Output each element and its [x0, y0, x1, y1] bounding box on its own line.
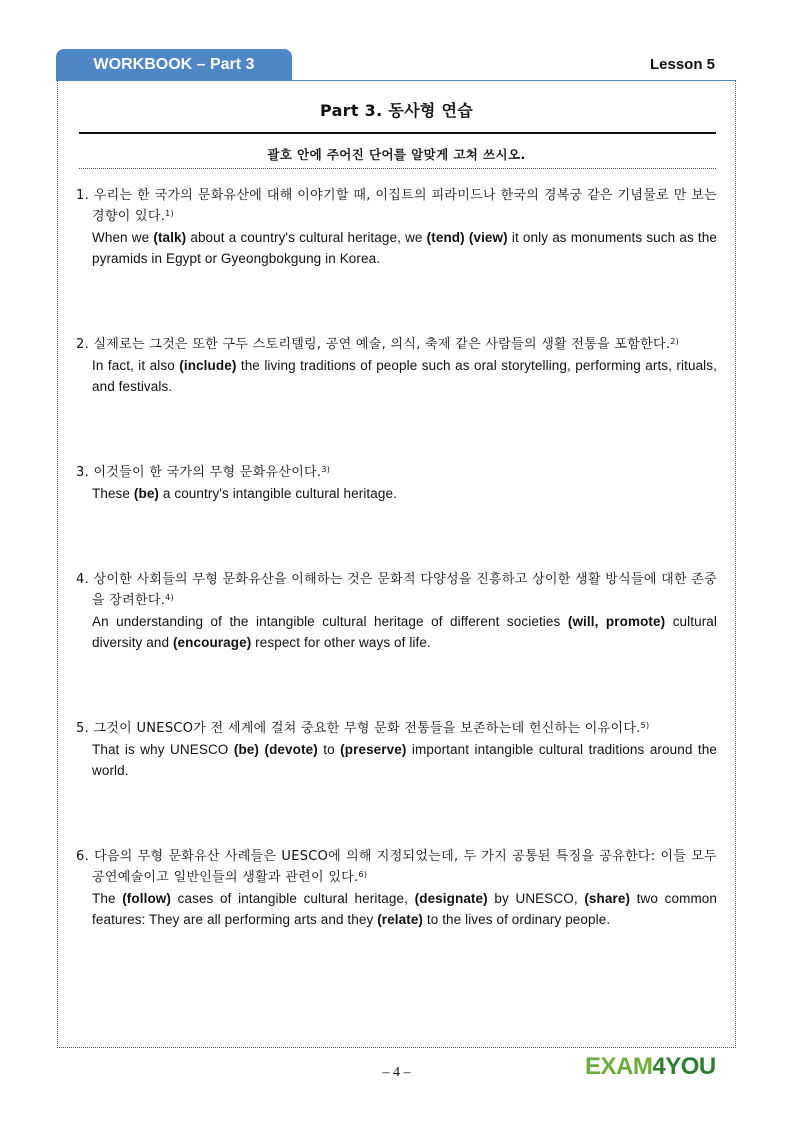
english-text: important intangible cultural traditions around the world. — [92, 742, 717, 778]
question-1 — [76, 185, 717, 269]
title-divider — [79, 132, 716, 134]
footnote-marker: 5) — [640, 721, 650, 730]
footnote-marker: 3) — [321, 465, 331, 474]
english-text: That is why UNESCO — [92, 742, 234, 757]
verb-prompt: (talk) — [153, 230, 187, 245]
korean-sentence: 실제로는 그것은 또한 구두 스토리텔링, 공연 예술, 의식, 축제 같은 사람들의 생활 전통을 포함한다. — [93, 337, 671, 352]
question-english — [76, 888, 717, 930]
english-text: cultural diversity and — [92, 614, 718, 650]
question-english — [76, 483, 717, 504]
verb-prompt: (include) — [179, 358, 237, 373]
question-english — [76, 611, 717, 653]
english-text: When we — [92, 230, 154, 245]
question-korean — [76, 185, 717, 227]
question-english — [76, 355, 717, 397]
verb-prompt: (be) — [133, 486, 160, 501]
footnote-marker: 2) — [670, 337, 680, 346]
logo-part2: 4YOU — [652, 1053, 716, 1080]
english-text: it only as monuments such as the pyramids in Egypt or Gyeongbokgung in Korea. — [92, 230, 718, 266]
verb-prompt: (tend) — [426, 230, 465, 245]
english-text: by UNESCO, — [487, 891, 585, 906]
question-number: 4. — [76, 572, 90, 587]
question-number: 3. — [76, 465, 90, 480]
english-text: In fact, it also — [92, 358, 180, 373]
verb-prompt: (follow) — [122, 891, 171, 906]
workbook-tab-label: WORKBOOK – Part 3 — [93, 56, 255, 73]
korean-sentence: 우리는 한 국가의 문화유산에 대해 이야기할 때, 이집트의 피라미드나 한국의 경복궁 같은 기념물로 만 보는 경향이 있다. — [92, 188, 717, 224]
english-text: These — [92, 486, 134, 501]
korean-sentence: 상이한 사회들의 무형 문화유산을 이해하는 것은 문화적 다양성을 진흥하고 상이한 생활 방식들에 대한 존중을 장려한다. — [92, 572, 718, 608]
english-text: a country's intangible cultural heritage. — [159, 486, 397, 501]
question-number: 1. — [76, 188, 90, 203]
page-title: Part 3. 동사형 연습 — [319, 101, 474, 120]
english-text: respect for other ways of life. — [251, 635, 431, 650]
logo-part1: EXAM — [585, 1053, 653, 1080]
korean-sentence: 이것들이 한 국가의 무형 문화유산이다. — [93, 465, 322, 480]
verb-prompt: (devote) — [264, 742, 318, 757]
page-number: – 4 – — [382, 1065, 411, 1080]
question-korean — [76, 462, 717, 483]
verb-prompt: (be) — [233, 742, 260, 757]
footnote-marker: 4) — [165, 593, 174, 602]
english-text: two common features: They are all performing arts and they — [92, 891, 717, 927]
exam4you-logo — [585, 1053, 716, 1081]
question-korean — [76, 569, 717, 611]
verb-prompt: (share) — [584, 891, 631, 906]
footnote-marker: 6) — [358, 870, 368, 879]
english-text: An understanding of the intangible cultural heritage of different societies — [92, 614, 568, 629]
verb-prompt: (encourage) — [172, 635, 252, 650]
english-text: the living traditions of people such as oral storytelling, performing arts, rituals, and festivals. — [92, 358, 717, 394]
footnote-marker: 1) — [165, 209, 174, 218]
english-text: The — [92, 891, 123, 906]
question-english — [76, 739, 717, 781]
english-text: about a country's cultural heritage, we — [186, 230, 427, 245]
question-english — [76, 227, 717, 269]
korean-sentence: 그것이 UNESCO가 전 세계에 걸쳐 중요한 무형 문화 전통들을 보존하는데 헌신하는 이유이다. — [93, 721, 641, 736]
question-6 — [76, 846, 717, 930]
english-text: cases of intangible cultural heritage, — [171, 891, 415, 906]
question-3 — [76, 462, 717, 504]
question-5 — [76, 718, 717, 781]
question-korean — [76, 718, 717, 739]
question-4 — [76, 569, 717, 653]
question-number: 6. — [76, 849, 90, 864]
verb-prompt: (designate) — [414, 891, 488, 906]
verb-prompt: (will, promote) — [567, 614, 666, 629]
question-number: 5. — [76, 721, 90, 736]
verb-prompt: (preserve) — [340, 742, 407, 757]
english-text: to — [317, 742, 341, 757]
instruction-divider — [79, 168, 716, 169]
workbook-tab — [56, 49, 292, 81]
verb-prompt: (view) — [468, 230, 508, 245]
korean-sentence: 다음의 무형 문화유산 사례들은 UESCO에 의해 지정되었는데, 두 가지 공통된 특징을 공유한다: 이들 모두 공연예술이고 일반인들의 생활과 관련이 있다. — [92, 849, 717, 885]
english-text: to the lives of ordinary people. — [423, 912, 611, 927]
question-korean — [76, 334, 717, 355]
verb-prompt: (relate) — [377, 912, 424, 927]
question-2 — [76, 334, 717, 397]
lesson-label: Lesson 5 — [649, 56, 715, 73]
question-korean — [76, 846, 717, 888]
instruction-text: 괄호 안에 주어진 단어를 알맞게 고쳐 쓰시오. — [267, 147, 526, 162]
question-number: 2. — [76, 337, 90, 352]
